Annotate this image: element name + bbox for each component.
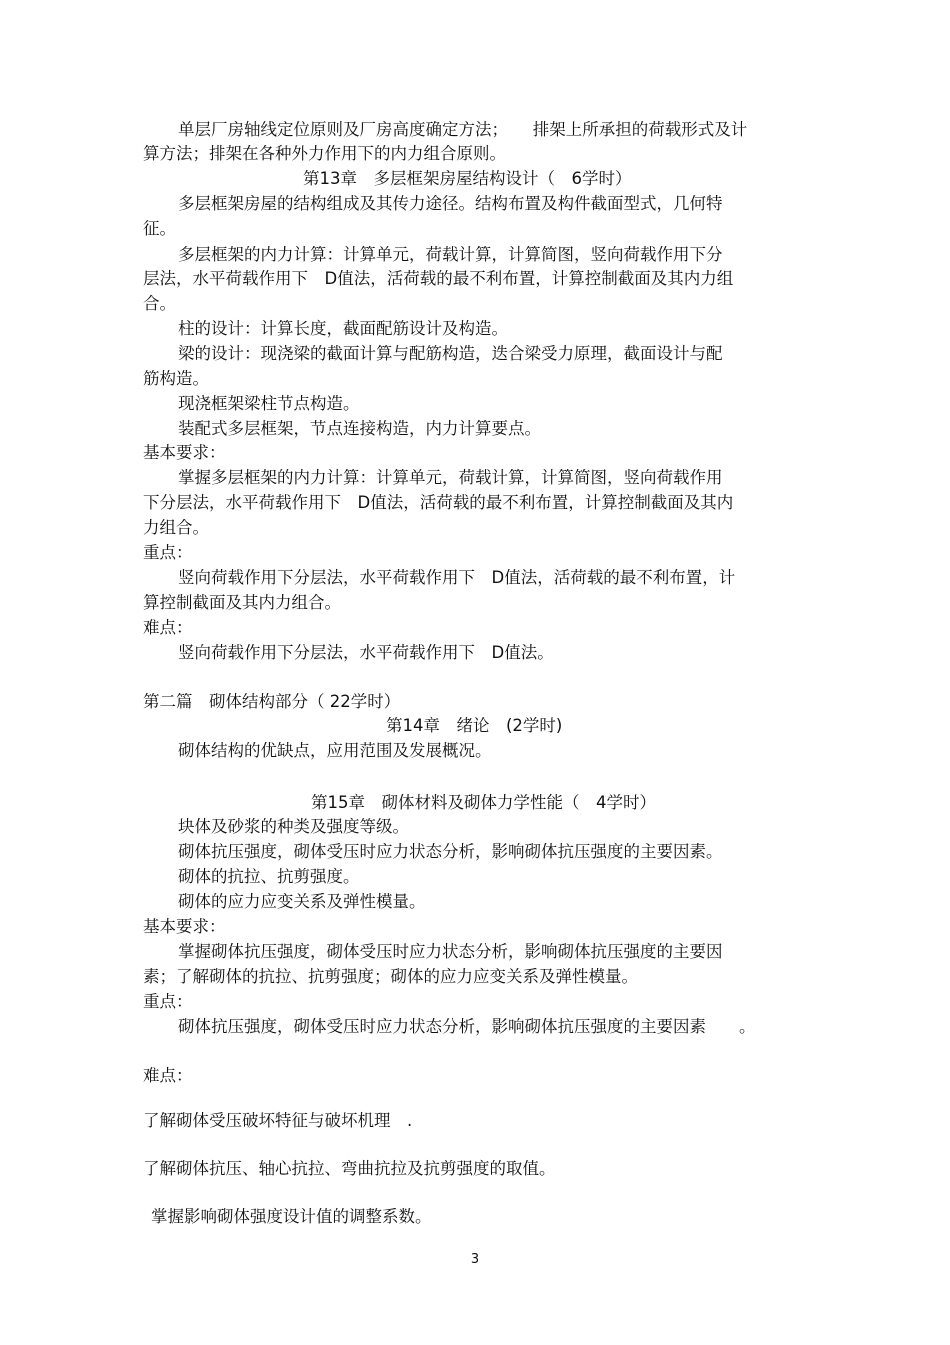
part-heading: 第二篇 砌体结构部分（ 22学时） [143, 692, 401, 711]
section-label: 基本要求： [143, 443, 226, 462]
text-line: 梁的设计：现浇梁的截面计算与配筋构造，迭合梁受力原理，截面设计与配 [178, 344, 723, 363]
text-line: 砌体抗压强度，砌体受压时应力状态分析，影响砌体抗压强度的主要因素 。 [178, 1017, 756, 1036]
section-label: 难点： [143, 1066, 193, 1085]
text-line: 砌体抗压强度，砌体受压时应力状态分析，影响砌体抗压强度的主要因素。 [178, 842, 723, 861]
text-line: 掌握影响砌体强度设计值的调整系数。 [151, 1207, 432, 1226]
section-label: 重点： [143, 543, 193, 562]
text-line: 素；了解砌体的抗拉、抗剪强度；砌体的应力应变关系及弹性模量。 [143, 967, 638, 986]
text-line: 层法，水平荷载作用下 D值法，活荷载的最不利布置，计算控制截面及其内力组 [143, 269, 734, 288]
text-line: 征。 [143, 219, 176, 238]
text-line: 砌体结构的优缺点，应用范围及发展概况。 [178, 741, 492, 760]
chapter-heading: 第14章 绪论 (2学时) [386, 716, 563, 735]
text-line: 下分层法，水平荷载作用下 D值法，活荷载的最不利布置，计算控制截面及其内 [143, 493, 734, 512]
text-line: 竖向荷载作用下分层法，水平荷载作用下 D值法。 [178, 643, 554, 662]
text-line: 块体及砂浆的种类及强度等级。 [178, 817, 409, 836]
text-line: 竖向荷载作用下分层法，水平荷载作用下 D值法，活荷载的最不利布置，计 [178, 568, 736, 587]
text-line: 砌体的抗拉、抗剪强度。 [178, 867, 360, 886]
text-line: 多层框架的内力计算：计算单元，荷载计算，计算简图，竖向荷载作用下分 [178, 245, 723, 264]
section-label: 基本要求： [143, 917, 226, 936]
chapter-heading: 第13章 多层框架房屋结构设计（ 6学时） [303, 169, 632, 188]
text-line: 装配式多层框架，节点连接构造，内力计算要点。 [178, 419, 541, 438]
text-line: 力组合。 [143, 518, 209, 537]
text-line: 柱的设计：计算长度，截面配筋设计及构造。 [178, 319, 508, 338]
text-line: 现浇框架梁柱节点构造。 [178, 394, 360, 413]
text-line: 算控制截面及其内力组合。 [143, 593, 341, 612]
text-line: 了解砌体受压破坏特征与破坏机理 . [143, 1111, 413, 1130]
page-number: 3 [470, 1252, 480, 1267]
text-line: 砌体的应力应变关系及弹性模量。 [178, 892, 426, 911]
text-line: 筋构造。 [143, 369, 209, 388]
chapter-heading: 第15章 砌体材料及砌体力学性能（ 4学时） [311, 793, 656, 812]
text-line: 算方法；排架在各种外力作用下的内力组合原则。 [143, 144, 506, 163]
text-line: 合。 [143, 294, 176, 313]
section-label: 重点： [143, 992, 193, 1011]
section-label: 难点： [143, 618, 193, 637]
text-line: 单层厂房轴线定位原则及厂房高度确定方法； 排架上所承担的荷载形式及计 [178, 120, 748, 139]
text-line: 掌握多层框架的内力计算：计算单元，荷载计算，计算简图，竖向荷载作用 [178, 468, 723, 487]
text-line: 了解砌体抗压、轴心抗拉、弯曲抗拉及抗剪强度的取值。 [143, 1159, 556, 1178]
text-line: 掌握砌体抗压强度，砌体受压时应力状态分析，影响砌体抗压强度的主要因 [178, 942, 723, 961]
text-line: 多层框架房屋的结构组成及其传力途径。结构布置及构件截面型式，几何特 [178, 194, 723, 213]
